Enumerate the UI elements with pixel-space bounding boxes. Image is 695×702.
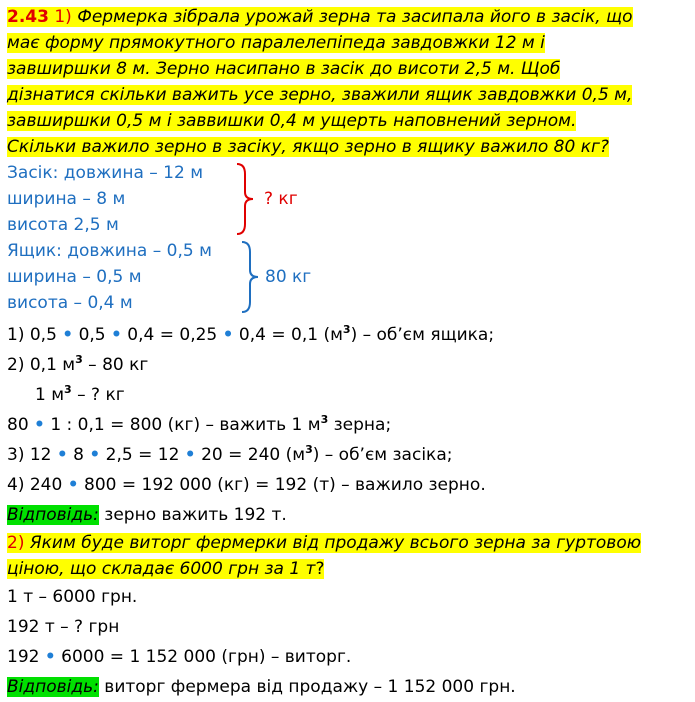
box-height: висота – 0,4 м: [7, 293, 133, 313]
task-text-4: дізнатися скільки важить усе зерно, зважили ящик завдовжки 0,5 м,: [7, 85, 633, 105]
solution-step-3: 3) 12 • 8 • 2,5 = 12 • 20 = 240 $(м^3)$ – об’єм засіка;: [7, 443, 453, 465]
part2-text-1: Яким буде виторг фермерки від продажу всього зерна за гуртовою: [24, 533, 642, 553]
bin-block: [7, 160, 691, 238]
dot-icon: •: [56, 445, 68, 465]
answer-2-label: Відповідь:: [7, 677, 99, 697]
task-text-5: завширшки 0,5 м і заввишки 0,4 м ущерть наповнений зерном.: [7, 111, 577, 131]
task-text-1: Фермерка зібрала урожай зерна та засипала його в засік, що: [71, 7, 633, 27]
box-result: 80 кг: [265, 267, 312, 287]
bin-width: ширина – 8 м: [7, 189, 126, 209]
answer-2-text: виторг фермера від продажу – 1 152 000 грн.: [98, 677, 516, 697]
part2-step-3: 192 • 6000 = 1 152 000 (грн) – виторг.: [7, 647, 352, 667]
solution-step-1: 1) 0,5 • 0,5 • 0,4 = 0,25 • 0,4 = 0,1 $(м^3)$ – об’єм ящика;: [7, 323, 495, 345]
answer-1-label: Відповідь:: [7, 505, 99, 525]
task-number: 2.43: [7, 7, 49, 27]
task-line-3: [7, 56, 691, 82]
box-block: [7, 238, 691, 316]
dot-icon: •: [184, 445, 196, 465]
bin-height: висота 2,5 м: [7, 215, 119, 235]
answer-1: [7, 500, 691, 530]
box-brace-icon: [240, 240, 262, 314]
dot-icon: •: [44, 647, 56, 667]
answer-2: [7, 672, 691, 702]
part2-text-2: ціною, що складає 6000 грн за 1 т: [7, 559, 316, 579]
part2-step-1: 1 т – 6000 грн.: [7, 587, 138, 607]
solution-step-4: 4) 240 • 800 = 192 000 (кг) = 192 (т) – важило зерно.: [7, 475, 486, 495]
part2-line-2: ціною, що складає 6000 грн за 1 т?: [7, 559, 325, 579]
dot-icon: •: [67, 475, 79, 495]
task-text-6: Скільки важило зерно в засіку, якщо зерно в ящику важило 80 кг?: [7, 137, 609, 157]
bin-brace-icon: [235, 162, 257, 236]
task-line-5: [7, 108, 691, 134]
bin-length: Засік: довжина – 12 м: [7, 163, 204, 183]
solution-step-2b: 1 $м^3$ – ? кг: [35, 383, 125, 405]
document-page: [7, 4, 691, 702]
part2-label: 2): [7, 533, 25, 553]
bin-result: ? кг: [264, 189, 298, 209]
task-line-1: [7, 4, 691, 30]
answer-1-text: зерно важить 192 т.: [98, 505, 287, 525]
box-length: Ящик: довжина – 0,5 м: [7, 241, 212, 261]
part2-step-2: 192 т – ? грн: [7, 617, 120, 637]
task-line-6: [7, 134, 691, 160]
part1-label: 1): [54, 7, 72, 27]
solution-step-2c: 80 • 1 : 0,1 = 800 (кг) – важить 1 $м^3$ зерна;: [7, 413, 392, 435]
dot-icon: •: [34, 415, 45, 435]
task-line-2: [7, 30, 691, 56]
dot-icon: •: [89, 445, 101, 465]
dot-icon: •: [62, 325, 74, 345]
box-width: ширина – 0,5 м: [7, 267, 142, 287]
solution-step-2: 2) 0,1 $м^3 - 80$ кг: [7, 353, 149, 375]
task-line-4: [7, 82, 691, 108]
dot-icon: •: [111, 325, 122, 345]
part2-line-1: [7, 530, 691, 556]
task-text-3: завширшки 8 м. Зерно насипано в засік до висоти 2,5 м. Щоб: [7, 59, 561, 79]
task-text-2: має форму прямокутного паралелепіпеда завдовжки 12 м і: [7, 33, 545, 53]
dot-icon: •: [222, 325, 234, 345]
